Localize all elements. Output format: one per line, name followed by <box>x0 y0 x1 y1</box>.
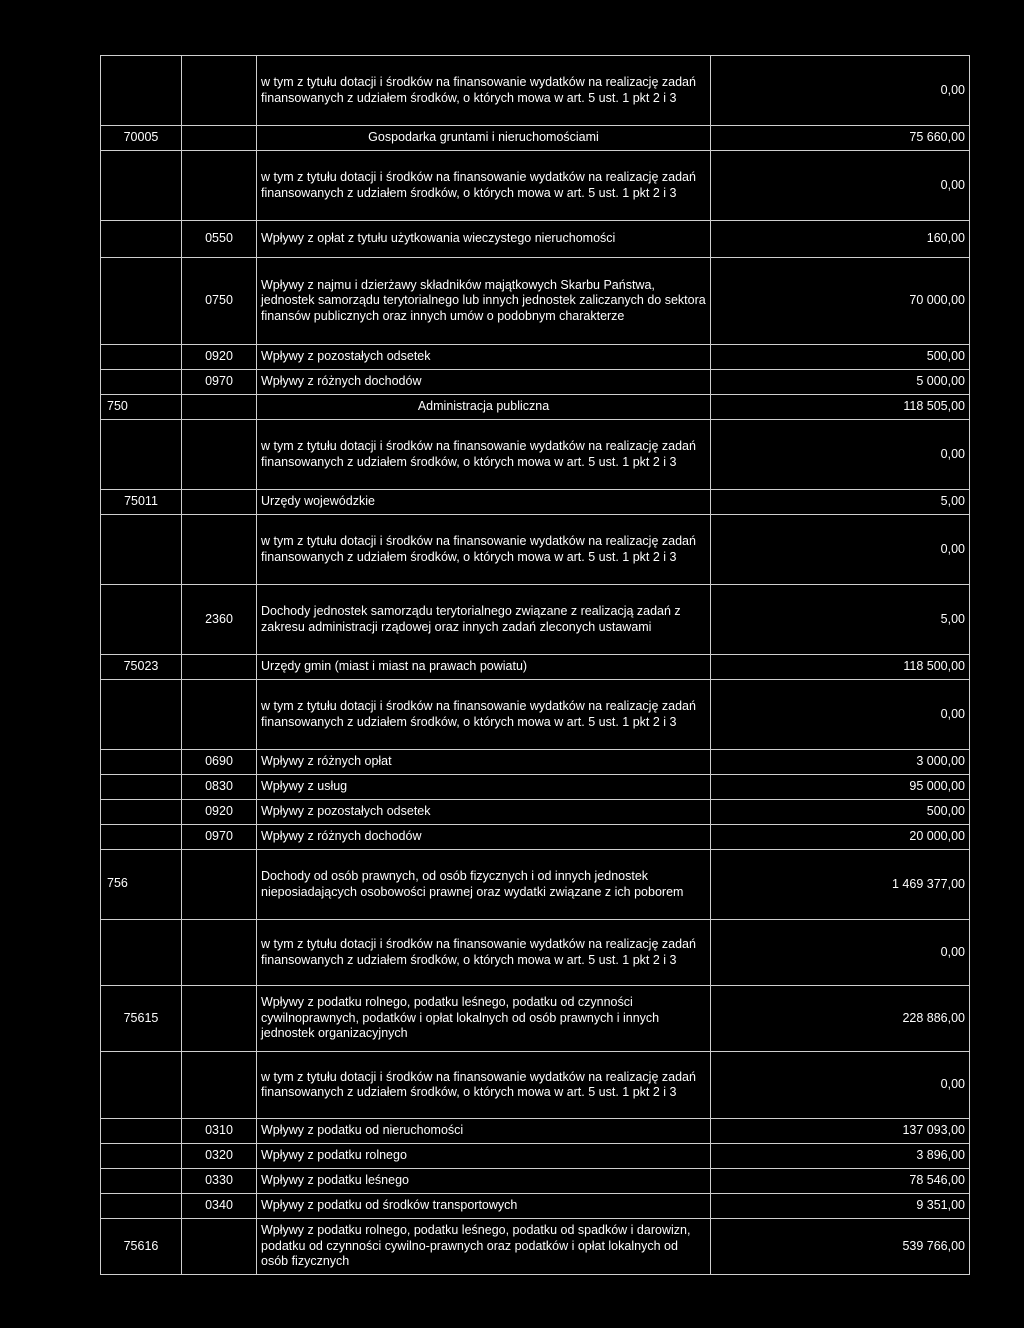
description-cell: Wpływy z podatku leśnego <box>257 1169 711 1194</box>
amount-cell: 3 000,00 <box>711 750 970 775</box>
amount-cell: 95 000,00 <box>711 775 970 800</box>
amount-cell: 3 896,00 <box>711 1144 970 1169</box>
table-row <box>101 258 970 345</box>
description-cell: Wpływy z różnych dochodów <box>257 370 711 395</box>
paragraph-code-cell: 0970 <box>182 370 257 395</box>
table-row <box>101 126 970 151</box>
paragraph-code-cell: 0320 <box>182 1144 257 1169</box>
paragraph-code-cell <box>182 920 257 986</box>
section-code-cell: 75616 <box>101 1219 182 1275</box>
section-code-cell: 70005 <box>101 126 182 151</box>
section-code-cell <box>101 151 182 221</box>
amount-cell: 500,00 <box>711 345 970 370</box>
paragraph-code-cell: 0340 <box>182 1194 257 1219</box>
description-cell: Wpływy z podatku rolnego <box>257 1144 711 1169</box>
table-row <box>101 775 970 800</box>
paragraph-code-cell <box>182 126 257 151</box>
table-row <box>101 515 970 585</box>
amount-cell: 5 000,00 <box>711 370 970 395</box>
amount-cell: 9 351,00 <box>711 1194 970 1219</box>
table-row <box>101 56 970 126</box>
table-row <box>101 680 970 750</box>
amount-cell: 160,00 <box>711 221 970 258</box>
table-row <box>101 221 970 258</box>
paragraph-code-cell: 0690 <box>182 750 257 775</box>
paragraph-code-cell <box>182 986 257 1052</box>
amount-cell: 137 093,00 <box>711 1119 970 1144</box>
description-cell: Wpływy z różnych dochodów <box>257 825 711 850</box>
table-row <box>101 1194 970 1219</box>
table-row <box>101 920 970 986</box>
description-cell: Wpływy z usług <box>257 775 711 800</box>
table-row <box>101 986 970 1052</box>
description-cell: w tym z tytułu dotacji i środków na finansowanie wydatków na realizację zadań finansowanych z udziałem środków, o których mowa w art. 5 ust. 1 pkt 2 i 3 <box>257 1052 711 1119</box>
description-cell: Urzędy gmin (miast i miast na prawach powiatu) <box>257 655 711 680</box>
section-code-cell <box>101 345 182 370</box>
amount-cell: 0,00 <box>711 680 970 750</box>
table-row <box>101 490 970 515</box>
section-code-cell: 75615 <box>101 986 182 1052</box>
amount-cell: 1 469 377,00 <box>711 850 970 920</box>
description-cell: w tym z tytułu dotacji i środków na finansowanie wydatków na realizację zadań finansowanych z udziałem środków, o których mowa w art. 5 ust. 1 pkt 2 i 3 <box>257 151 711 221</box>
description-cell: Gospodarka gruntami i nieruchomościami <box>257 126 711 151</box>
table-row <box>101 655 970 680</box>
section-code-cell <box>101 1169 182 1194</box>
paragraph-code-cell: 0330 <box>182 1169 257 1194</box>
paragraph-code-cell: 0920 <box>182 800 257 825</box>
table-row <box>101 825 970 850</box>
amount-cell: 0,00 <box>711 1052 970 1119</box>
description-cell: w tym z tytułu dotacji i środków na finansowanie wydatków na realizację zadań finansowanych z udziałem środków, o których mowa w art. 5 ust. 1 pkt 2 i 3 <box>257 420 711 490</box>
paragraph-code-cell <box>182 151 257 221</box>
section-code-cell <box>101 420 182 490</box>
paragraph-code-cell <box>182 680 257 750</box>
paragraph-code-cell: 2360 <box>182 585 257 655</box>
table-row <box>101 1052 970 1119</box>
paragraph-code-cell: 0920 <box>182 345 257 370</box>
paragraph-code-cell <box>182 490 257 515</box>
description-cell: Wpływy z podatku od nieruchomości <box>257 1119 711 1144</box>
description-cell: Dochody od osób prawnych, od osób fizycznych i od innych jednostek nieposiadających osobowości prawnej oraz wydatki związane z ich poborem <box>257 850 711 920</box>
section-code-cell <box>101 515 182 585</box>
section-code-cell <box>101 1194 182 1219</box>
paragraph-code-cell <box>182 56 257 126</box>
table-row <box>101 345 970 370</box>
amount-cell: 20 000,00 <box>711 825 970 850</box>
section-code-cell <box>101 1144 182 1169</box>
amount-cell: 118 500,00 <box>711 655 970 680</box>
table-row <box>101 370 970 395</box>
section-code-cell <box>101 920 182 986</box>
section-code-cell <box>101 800 182 825</box>
paragraph-code-cell <box>182 850 257 920</box>
table-row <box>101 585 970 655</box>
description-cell: Urzędy wojewódzkie <box>257 490 711 515</box>
description-cell: Administracja publiczna <box>257 395 711 420</box>
section-code-cell <box>101 750 182 775</box>
description-cell: Dochody jednostek samorządu terytorialnego związane z realizacją zadań z zakresu administracji rządowej oraz innych zadań zleconych ustawami <box>257 585 711 655</box>
paragraph-code-cell <box>182 395 257 420</box>
description-cell: w tym z tytułu dotacji i środków na finansowanie wydatków na realizację zadań finansowanych z udziałem środków, o których mowa w art. 5 ust. 1 pkt 2 i 3 <box>257 56 711 126</box>
table-row <box>101 395 970 420</box>
amount-cell: 0,00 <box>711 920 970 986</box>
section-code-cell <box>101 370 182 395</box>
description-cell: Wpływy z podatku od środków transportowych <box>257 1194 711 1219</box>
paragraph-code-cell: 0830 <box>182 775 257 800</box>
paragraph-code-cell <box>182 515 257 585</box>
amount-cell: 5,00 <box>711 490 970 515</box>
amount-cell: 78 546,00 <box>711 1169 970 1194</box>
table-row <box>101 1169 970 1194</box>
paragraph-code-cell <box>182 655 257 680</box>
revenue-table <box>100 55 970 1275</box>
description-cell: Wpływy z podatku rolnego, podatku leśnego, podatku od czynności cywilnoprawnych, podatków i opłat lokalnych od osób prawnych i innych jednostek organizacyjnych <box>257 986 711 1052</box>
paragraph-code-cell <box>182 1219 257 1275</box>
amount-cell: 0,00 <box>711 151 970 221</box>
section-code-cell <box>101 221 182 258</box>
section-code-cell <box>101 585 182 655</box>
table-row <box>101 420 970 490</box>
paragraph-code-cell <box>182 1052 257 1119</box>
amount-cell: 0,00 <box>711 56 970 126</box>
amount-cell: 5,00 <box>711 585 970 655</box>
section-code-cell <box>101 258 182 345</box>
section-code-cell <box>101 1052 182 1119</box>
section-code-cell <box>101 825 182 850</box>
description-cell: Wpływy z opłat z tytułu użytkowania wieczystego nieruchomości <box>257 221 711 258</box>
paragraph-code-cell <box>182 420 257 490</box>
section-code-cell: 75011 <box>101 490 182 515</box>
description-cell: Wpływy z różnych opłat <box>257 750 711 775</box>
table-row <box>101 1144 970 1169</box>
revenue-table-body <box>101 56 970 1275</box>
description-cell: Wpływy z pozostałych odsetek <box>257 345 711 370</box>
section-code-cell <box>101 680 182 750</box>
amount-cell: 70 000,00 <box>711 258 970 345</box>
table-row <box>101 151 970 221</box>
amount-cell: 539 766,00 <box>711 1219 970 1275</box>
paragraph-code-cell: 0970 <box>182 825 257 850</box>
amount-cell: 118 505,00 <box>711 395 970 420</box>
amount-cell: 500,00 <box>711 800 970 825</box>
amount-cell: 0,00 <box>711 420 970 490</box>
section-code-cell <box>101 775 182 800</box>
description-cell: Wpływy z podatku rolnego, podatku leśnego, podatku od spadków i darowizn, podatku od czynności cywilno-prawnych oraz podatków i opłat lokalnych od osób fizycznych <box>257 1219 711 1275</box>
description-cell: Wpływy z pozostałych odsetek <box>257 800 711 825</box>
section-code-cell <box>101 1119 182 1144</box>
amount-cell: 228 886,00 <box>711 986 970 1052</box>
section-code-cell: 75023 <box>101 655 182 680</box>
table-row <box>101 800 970 825</box>
paragraph-code-cell: 0550 <box>182 221 257 258</box>
description-cell: w tym z tytułu dotacji i środków na finansowanie wydatków na realizację zadań finansowanych z udziałem środków, o których mowa w art. 5 ust. 1 pkt 2 i 3 <box>257 515 711 585</box>
description-cell: w tym z tytułu dotacji i środków na finansowanie wydatków na realizację zadań finansowanych z udziałem środków, o których mowa w art. 5 ust. 1 pkt 2 i 3 <box>257 680 711 750</box>
description-cell: w tym z tytułu dotacji i środków na finansowanie wydatków na realizację zadań finansowanych z udziałem środków, o których mowa w art. 5 ust. 1 pkt 2 i 3 <box>257 920 711 986</box>
paragraph-code-cell: 0750 <box>182 258 257 345</box>
division-code: 750 <box>107 398 128 413</box>
section-code-cell <box>101 56 182 126</box>
description-cell: Wpływy z najmu i dzierżawy składników majątkowych Skarbu Państwa, jednostek samorządu terytorialnego lub innych jednostek zaliczanych do sektora finansów publicznych oraz innych umów o podobnym charakterze <box>257 258 711 345</box>
table-row <box>101 1119 970 1144</box>
table-row <box>101 850 970 920</box>
amount-cell: 75 660,00 <box>711 126 970 151</box>
paragraph-code-cell: 0310 <box>182 1119 257 1144</box>
table-row <box>101 1219 970 1275</box>
table-row <box>101 750 970 775</box>
division-code: 756 <box>107 876 128 890</box>
amount-cell: 0,00 <box>711 515 970 585</box>
